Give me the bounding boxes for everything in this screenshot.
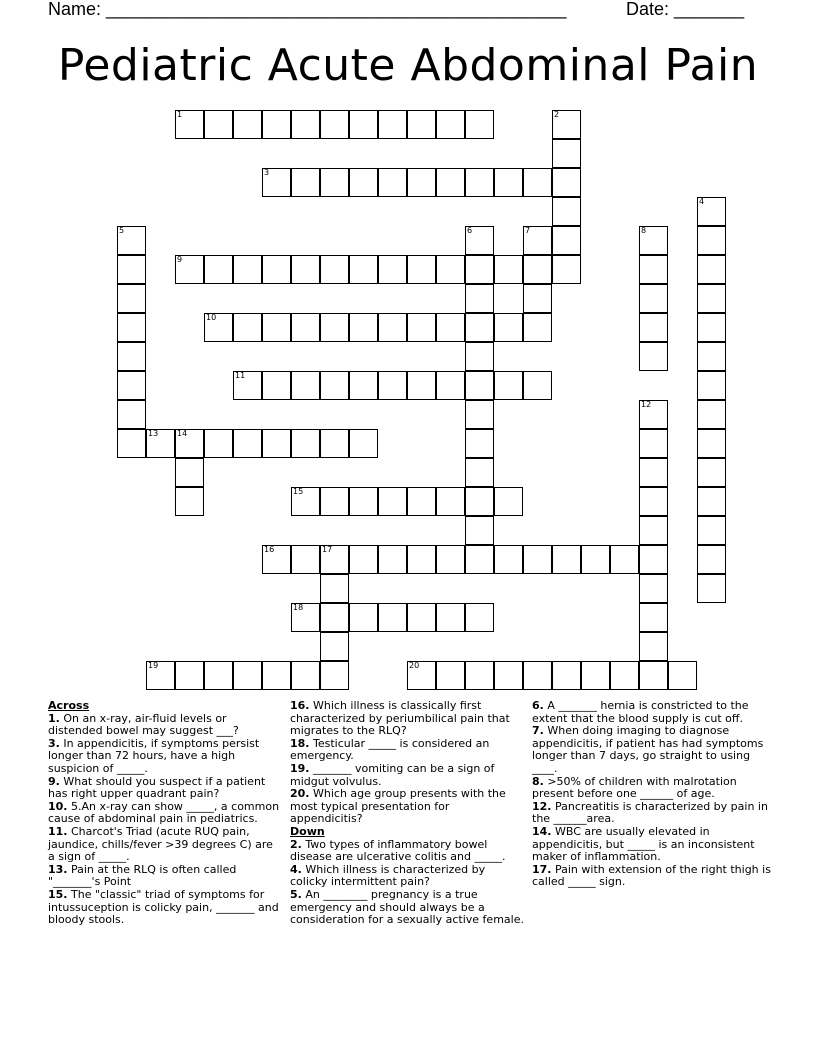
crossword-cell[interactable] (378, 545, 407, 574)
crossword-cell[interactable] (204, 429, 233, 458)
clue-item (48, 889, 280, 927)
crossword-cell[interactable] (668, 661, 697, 690)
clue-number: 14 (177, 429, 188, 438)
crossword-cell[interactable] (697, 342, 726, 371)
clue-number: 1. (48, 711, 60, 725)
crossword-cell[interactable] (117, 342, 146, 371)
clue-item (532, 801, 772, 826)
name-field[interactable]: Name: ______________________________________________ (48, 0, 567, 19)
clue-number: 10 (206, 313, 217, 322)
crossword-cell[interactable] (262, 371, 291, 400)
clue-item (290, 839, 525, 864)
crossword-cell[interactable] (465, 110, 494, 139)
crossword-cell[interactable] (291, 661, 320, 690)
crossword-cell[interactable] (465, 516, 494, 545)
crossword-cell[interactable] (175, 458, 204, 487)
clue-item (290, 864, 525, 889)
crossword-cell[interactable] (465, 284, 494, 313)
down-heading: Down (290, 824, 325, 838)
clue-text: _______ vomiting can be a sign of midgut volvulus. (290, 761, 495, 788)
crossword-cell[interactable] (639, 429, 668, 458)
crossword-cell[interactable] (291, 545, 320, 574)
crossword-cell[interactable] (233, 255, 262, 284)
clue-item (532, 700, 772, 725)
crossword-cell[interactable] (349, 429, 378, 458)
clue-number: 11. (48, 824, 68, 838)
crossword-cell[interactable] (697, 400, 726, 429)
clue-number: 17 (322, 545, 333, 554)
crossword-cell[interactable] (407, 313, 436, 342)
clue-number: 16. (290, 699, 310, 712)
crossword-cell[interactable] (639, 487, 668, 516)
crossword-cell[interactable] (465, 429, 494, 458)
clue-text: When doing imaging to diagnose appendicitis, if patient has had symptoms longer than 7 days, go straight to using ____. (532, 724, 764, 775)
crossword-cell[interactable] (465, 487, 494, 516)
crossword-cell[interactable] (262, 545, 291, 574)
crossword-cell[interactable] (320, 487, 349, 516)
clue-item (48, 864, 280, 889)
crossword-cell[interactable] (697, 197, 726, 226)
clue-text: Which illness is classically first characterized by periumbilical pain that migrates to the RLQ? (290, 699, 510, 738)
crossword-cell[interactable] (523, 661, 552, 690)
clue-text: What should you suspect if a patient has right upper quadrant pain? (48, 774, 266, 801)
crossword-cell[interactable] (552, 255, 581, 284)
crossword-cell[interactable] (262, 313, 291, 342)
crossword-cell[interactable] (436, 545, 465, 574)
crossword-cell[interactable] (639, 632, 668, 661)
clue-text: WBC are usually elevated in appendicitis, but _____ is an inconsistent maker of inflammation. (532, 824, 755, 864)
crossword-cell[interactable] (552, 545, 581, 574)
crossword-cell[interactable] (175, 429, 204, 458)
crossword-cell[interactable] (407, 487, 436, 516)
crossword-cell[interactable] (407, 545, 436, 574)
crossword-cell[interactable] (233, 371, 262, 400)
crossword-cell[interactable] (291, 603, 320, 632)
clue-item (48, 738, 280, 776)
clue-number: 17. (532, 862, 552, 876)
crossword-cell[interactable] (552, 197, 581, 226)
crossword-cell[interactable] (697, 429, 726, 458)
clue-item (532, 864, 772, 889)
crossword-cell[interactable] (407, 110, 436, 139)
clue-number: 6 (467, 226, 473, 235)
crossword-cell[interactable] (117, 255, 146, 284)
clues-column-1 (48, 700, 280, 927)
crossword-cell[interactable] (494, 661, 523, 690)
crossword-cell[interactable] (581, 545, 610, 574)
crossword-cell[interactable] (639, 574, 668, 603)
crossword-cell[interactable] (262, 168, 291, 197)
crossword-cell[interactable] (320, 661, 349, 690)
crossword-cell[interactable] (349, 313, 378, 342)
clue-number: 9. (48, 774, 60, 788)
crossword-cell[interactable] (436, 313, 465, 342)
crossword-cell[interactable] (465, 458, 494, 487)
crossword-cell[interactable] (465, 168, 494, 197)
clue-number: 15 (293, 487, 304, 496)
crossword-cell[interactable] (262, 661, 291, 690)
clue-number: 10. (48, 799, 68, 813)
clue-number: 2. (290, 837, 302, 851)
clue-text: The "classic" triad of symptoms for intussuception is colicky pain, _______ and bloody stools. (48, 887, 279, 927)
crossword-cell[interactable] (320, 429, 349, 458)
crossword-cell[interactable] (175, 487, 204, 516)
crossword-cell[interactable] (233, 313, 262, 342)
crossword-cell[interactable] (378, 487, 407, 516)
crossword-cell[interactable] (552, 168, 581, 197)
crossword-cell[interactable] (117, 429, 146, 458)
clue-text: Pain with extension of the right thigh is called _____ sign. (532, 862, 771, 889)
crossword-cell[interactable] (349, 168, 378, 197)
date-field[interactable]: Date: _______ (626, 0, 745, 19)
page-title: Pediatric Acute Abdominal Pain (57, 40, 759, 91)
clue-item (532, 725, 772, 775)
crossword-cell[interactable] (117, 371, 146, 400)
crossword-cell[interactable] (697, 226, 726, 255)
clue-text: Two types of inflammatory bowel disease are ulcerative colitis and _____. (290, 837, 506, 864)
clue-item (48, 713, 280, 738)
crossword-cell[interactable] (378, 313, 407, 342)
clue-text: Pain at the RLQ is often called "_______'s Point (48, 862, 237, 889)
crossword-cell[interactable] (610, 661, 639, 690)
crossword-cell[interactable] (262, 429, 291, 458)
clue-number: 5 (119, 226, 125, 235)
crossword-cell[interactable] (494, 371, 523, 400)
crossword-cell[interactable] (552, 661, 581, 690)
clue-text: On an x-ray, air-fluid levels or distended bowel may suggest ___? (48, 711, 239, 738)
clue-text: Charcot's Triad (acute RUQ pain, jaundice, chills/fever >39 degrees C) are a sign of _____. (48, 824, 273, 864)
crossword-cell[interactable] (407, 168, 436, 197)
crossword-cell[interactable] (639, 603, 668, 632)
crossword-cell[interactable] (465, 545, 494, 574)
crossword-cell[interactable] (523, 371, 552, 400)
clue-number: 12 (641, 400, 652, 409)
clue-number: 18 (293, 603, 304, 612)
crossword-cell[interactable] (349, 110, 378, 139)
clue-text: Which age group presents with the most typical presentation for appendicitis? (290, 787, 506, 826)
crossword-cell[interactable] (436, 487, 465, 516)
clue-item (290, 763, 525, 788)
crossword-cell[interactable] (349, 487, 378, 516)
crossword-cell[interactable] (320, 255, 349, 284)
clue-item (290, 788, 525, 826)
crossword-cell[interactable] (320, 110, 349, 139)
crossword-cell[interactable] (262, 255, 291, 284)
crossword-cell[interactable] (320, 371, 349, 400)
crossword-cell[interactable] (291, 313, 320, 342)
crossword-cell[interactable] (610, 545, 639, 574)
crossword-cell[interactable] (494, 487, 523, 516)
crossword-cell[interactable] (291, 110, 320, 139)
crossword-cell[interactable] (465, 371, 494, 400)
clue-number: 4 (699, 197, 705, 206)
crossword-cell[interactable] (465, 313, 494, 342)
crossword-cell[interactable] (378, 168, 407, 197)
clue-text: An ________ pregnancy is a true emergency and should always be a consideration for a sexually active female. (290, 887, 524, 927)
crossword-cell[interactable] (175, 255, 204, 284)
crossword-cell[interactable] (291, 429, 320, 458)
crossword-cell[interactable] (204, 313, 233, 342)
clue-number: 4. (290, 862, 302, 876)
crossword-cell[interactable] (436, 110, 465, 139)
crossword-cell[interactable] (233, 661, 262, 690)
clue-number: 18. (290, 736, 310, 750)
across-heading: Across (48, 699, 90, 712)
crossword-cell[interactable] (407, 371, 436, 400)
clues-column-3 (532, 700, 772, 889)
clue-text: >50% of children with malrotation present before one ______ of age. (532, 774, 737, 801)
crossword-cell[interactable] (639, 226, 668, 255)
crossword-cell[interactable] (117, 226, 146, 255)
crossword-cell[interactable] (378, 110, 407, 139)
crossword-cell[interactable] (262, 110, 291, 139)
clue-number: 8. (532, 774, 544, 788)
crossword-cell[interactable] (697, 313, 726, 342)
clue-number: 15. (48, 887, 68, 901)
clue-item (532, 826, 772, 864)
crossword-cell[interactable] (639, 516, 668, 545)
clue-item (290, 738, 525, 763)
crossword-cell[interactable] (697, 487, 726, 516)
crossword-cell[interactable] (349, 603, 378, 632)
clue-number: 8 (641, 226, 647, 235)
clue-number: 2 (554, 110, 560, 119)
clue-number: 20 (409, 661, 420, 670)
clue-text: In appendicitis, if symptoms persist longer than 72 hours, have a high suspicion of _____. (48, 736, 260, 775)
clue-number: 12. (532, 799, 552, 813)
crossword-cell[interactable] (291, 371, 320, 400)
crossword-cell[interactable] (320, 168, 349, 197)
crossword-cell[interactable] (291, 168, 320, 197)
crossword-cell[interactable] (291, 255, 320, 284)
clue-number: 7 (525, 226, 531, 235)
crossword-cell[interactable] (552, 139, 581, 168)
crossword-cell[interactable] (639, 313, 668, 342)
crossword-cell[interactable] (523, 313, 552, 342)
clue-number: 13 (148, 429, 159, 438)
crossword-cell[interactable] (436, 661, 465, 690)
clue-number: 11 (235, 371, 246, 380)
clue-number: 6. (532, 699, 544, 712)
crossword-cell[interactable] (639, 661, 668, 690)
clue-number: 3. (48, 736, 60, 750)
clue-number: 19. (290, 761, 310, 775)
clue-item (48, 776, 280, 801)
crossword-cell[interactable] (697, 371, 726, 400)
crossword-cell[interactable] (233, 429, 262, 458)
crossword-cell[interactable] (291, 487, 320, 516)
crossword-cell[interactable] (436, 168, 465, 197)
crossword-cell[interactable] (117, 313, 146, 342)
clue-number: 13. (48, 862, 68, 876)
crossword-cell[interactable] (697, 574, 726, 603)
crossword-cell[interactable] (378, 255, 407, 284)
crossword-cell[interactable] (320, 632, 349, 661)
crossword-cell[interactable] (465, 603, 494, 632)
crossword-cell[interactable] (204, 110, 233, 139)
crossword-cell[interactable] (494, 313, 523, 342)
crossword-cell[interactable] (639, 342, 668, 371)
clue-number: 20. (290, 787, 310, 801)
crossword-cell[interactable] (320, 545, 349, 574)
crossword-cell[interactable] (378, 371, 407, 400)
crossword-cell[interactable] (320, 574, 349, 603)
clue-number: 19 (148, 661, 159, 670)
crossword-cell[interactable] (407, 255, 436, 284)
crossword-cell[interactable] (175, 661, 204, 690)
clue-number: 14. (532, 824, 552, 838)
crossword-cell[interactable] (320, 313, 349, 342)
clue-text: Pancreatitis is characterized by pain in the ______area. (532, 799, 768, 826)
crossword-cell[interactable] (146, 429, 175, 458)
clue-number: 16 (264, 545, 275, 554)
crossword-cell[interactable] (552, 110, 581, 139)
crossword-cell[interactable] (639, 400, 668, 429)
crossword-cell[interactable] (117, 284, 146, 313)
crossword-cell[interactable] (465, 255, 494, 284)
crossword-cell[interactable] (639, 458, 668, 487)
crossword-cell[interactable] (204, 255, 233, 284)
crossword-cell[interactable] (494, 545, 523, 574)
clue-text: Testicular _____ is considered an emergency. (290, 736, 490, 763)
crossword-cell[interactable] (436, 603, 465, 632)
clue-number: 5. (290, 887, 302, 901)
clue-number: 1 (177, 110, 183, 119)
clue-text: A _______ hernia is constricted to the extent that the blood supply is cut off. (532, 699, 749, 725)
crossword-cell[interactable] (523, 284, 552, 313)
crossword-cell[interactable] (494, 168, 523, 197)
crossword-cell[interactable] (117, 400, 146, 429)
crossword-cell[interactable] (436, 371, 465, 400)
crossword-cell[interactable] (465, 400, 494, 429)
crossword-cell[interactable] (349, 255, 378, 284)
crossword-cell[interactable] (204, 661, 233, 690)
crossword-cell[interactable] (349, 545, 378, 574)
clues-column-2 (290, 700, 525, 927)
crossword-cell[interactable] (697, 458, 726, 487)
crossword-cell[interactable] (639, 545, 668, 574)
crossword-cell[interactable] (523, 226, 552, 255)
clue-item (290, 700, 525, 738)
crossword-cell[interactable] (465, 226, 494, 255)
crossword-cell[interactable] (697, 545, 726, 574)
crossword-cell[interactable] (697, 255, 726, 284)
crossword-cell[interactable] (436, 255, 465, 284)
crossword-cell[interactable] (697, 284, 726, 313)
crossword-cell[interactable] (465, 661, 494, 690)
crossword-cell[interactable] (349, 371, 378, 400)
clue-number: 3 (264, 168, 270, 177)
crossword-cell[interactable] (175, 110, 204, 139)
clue-item (532, 776, 772, 801)
clue-number: 7. (532, 724, 544, 738)
crossword-cell[interactable] (407, 603, 436, 632)
clue-text: Which illness is characterized by colicky intermittent pain? (290, 862, 486, 889)
crossword-cell[interactable] (523, 545, 552, 574)
crossword-cell[interactable] (523, 255, 552, 284)
clue-number: 9 (177, 255, 183, 264)
crossword-cell[interactable] (233, 110, 262, 139)
crossword-cell[interactable] (697, 516, 726, 545)
crossword-cell[interactable] (320, 603, 349, 632)
clue-item (48, 826, 280, 864)
crossword-cell[interactable] (465, 342, 494, 371)
clue-item (48, 801, 280, 826)
crossword-cell[interactable] (494, 255, 523, 284)
crossword-cell[interactable] (146, 661, 175, 690)
clue-item (290, 889, 525, 927)
crossword-cell[interactable] (523, 168, 552, 197)
crossword-cell[interactable] (552, 226, 581, 255)
crossword-cell[interactable] (639, 284, 668, 313)
crossword-cell[interactable] (378, 603, 407, 632)
crossword-cell[interactable] (581, 661, 610, 690)
crossword-cell[interactable] (407, 661, 436, 690)
crossword-cell[interactable] (639, 255, 668, 284)
clue-text: 5.An x-ray can show _____, a common cause of abdominal pain in pediatrics. (48, 799, 280, 826)
